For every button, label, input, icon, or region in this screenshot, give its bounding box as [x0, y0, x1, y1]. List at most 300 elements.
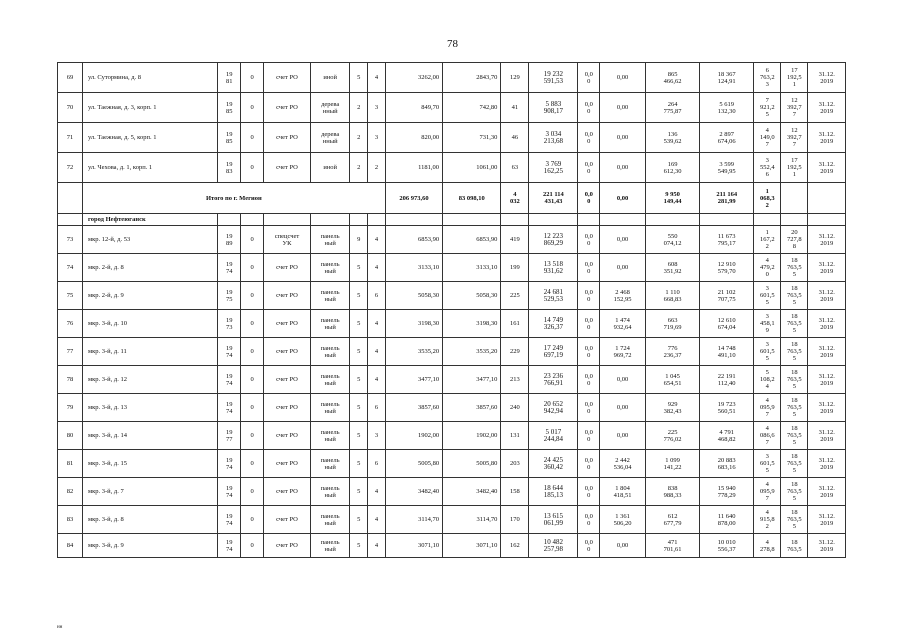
table-row — [58, 310, 846, 338]
cell-deadline: 31.12. 2019 — [808, 478, 846, 506]
cell-regional-funds: 0,00 — [600, 123, 646, 153]
cell-total-area: 3198,30 — [385, 310, 442, 338]
table-row — [58, 478, 846, 506]
cell-entrances: 4 — [368, 478, 386, 506]
cell-max-unit-cost: 18 763,5 5 — [781, 282, 808, 310]
cell-floors: 5 — [350, 450, 368, 478]
cell-unit-cost: 3 601,5 5 — [754, 450, 781, 478]
cell-total-area: 849,70 — [385, 93, 442, 123]
cell-federal-funds: 0,0 0 — [578, 366, 600, 394]
cell-deadline: 31.12. 2019 — [808, 422, 846, 450]
cell-wall-material: панель ный — [310, 506, 350, 534]
cell-owner-funds: 15 940 778,29 — [700, 478, 754, 506]
cell-address: ул. Сутормина, д. 8 — [82, 63, 217, 93]
cell-federal-funds: 0,0 0 — [578, 63, 600, 93]
total-unit-cost: 1 068,3 2 — [754, 183, 781, 214]
cell-federal-funds: 0,0 0 — [578, 338, 600, 366]
cell-floors: 5 — [350, 63, 368, 93]
cell-floors: 2 — [350, 123, 368, 153]
table-row — [58, 506, 846, 534]
cell-regional-funds: 0,00 — [600, 93, 646, 123]
cell-commissioning-year: 0 — [241, 153, 264, 183]
cell-owner-funds: 22 191 112,40 — [700, 366, 754, 394]
cell-repair-cost: 24 425 360,42 — [529, 450, 578, 478]
cell-deadline: 31.12. 2019 — [808, 153, 846, 183]
cell-residents: 41 — [501, 93, 529, 123]
total-area-total: 206 973,60 — [385, 183, 442, 214]
cell-wall-material: панель ный — [310, 254, 350, 282]
cell-total-area: 3133,10 — [385, 254, 442, 282]
cell-municipal-funds: 264 775,87 — [646, 93, 700, 123]
cell-municipal-funds: 471 701,61 — [646, 534, 700, 558]
cell-deadline: 31.12. 2019 — [808, 534, 846, 558]
cell-unit-cost: 4 479,2 0 — [754, 254, 781, 282]
cell-owner-funds: 12 910 579,70 — [700, 254, 754, 282]
cell-entrances: 4 — [368, 338, 386, 366]
cell-municipal-funds: 663 719,69 — [646, 310, 700, 338]
cell-owner-funds: 12 610 674,04 — [700, 310, 754, 338]
cell-regional-funds: 1 724 969,72 — [600, 338, 646, 366]
cell-municipal-funds: 612 677,79 — [646, 506, 700, 534]
cell-max-unit-cost: 18 763,5 5 — [781, 394, 808, 422]
cell-row-number: 75 — [58, 282, 83, 310]
cell-entrances: 6 — [368, 282, 386, 310]
cell-row-number: 72 — [58, 153, 83, 183]
cell-total-area: 3071,10 — [385, 534, 442, 558]
cell-fund-method: счет РО — [264, 63, 311, 93]
cell-commissioning-year: 0 — [241, 338, 264, 366]
cell-federal-funds: 0,0 0 — [578, 310, 600, 338]
cell-commissioning-year: 0 — [241, 63, 264, 93]
cell-owner-funds: 3 599 549,95 — [700, 153, 754, 183]
cell-owner-funds: 10 010 556,37 — [700, 534, 754, 558]
cell-commissioning-year: 0 — [241, 422, 264, 450]
cell-commissioning-year: 0 — [241, 450, 264, 478]
cell-year-built: 19 74 — [218, 254, 241, 282]
cell-row-number: 83 — [58, 506, 83, 534]
cell-fund-method: счет РО — [264, 366, 311, 394]
cell-deadline: 31.12. 2019 — [808, 450, 846, 478]
cell-row-number: 81 — [58, 450, 83, 478]
cell-municipal-funds: 550 074,12 — [646, 226, 700, 254]
cell-repair-cost: 13 615 061,99 — [529, 506, 578, 534]
cell-entrances: 4 — [368, 506, 386, 534]
cell-commissioning-year: 0 — [241, 93, 264, 123]
cell-address: мкр. 3-й, д. 14 — [82, 422, 217, 450]
cell-fund-method: счет РО — [264, 254, 311, 282]
cell-repair-cost: 10 482 257,98 — [529, 534, 578, 558]
cell-wall-material: панель ный — [310, 338, 350, 366]
cell-regional-funds: 1 804 418,51 — [600, 478, 646, 506]
cell-regional-funds: 0,00 — [600, 534, 646, 558]
cell-fund-method: счет РО — [264, 450, 311, 478]
cell-residents: 161 — [501, 310, 529, 338]
cell-fund-method: счет РО — [264, 478, 311, 506]
cell-deadline: 31.12. 2019 — [808, 310, 846, 338]
table-row — [58, 63, 846, 93]
cell-floors: 2 — [350, 93, 368, 123]
cell-owner-funds: 18 367 124,91 — [700, 63, 754, 93]
table-row — [58, 394, 846, 422]
cell-year-built: 19 74 — [218, 478, 241, 506]
cell-repair-cost: 13 518 931,62 — [529, 254, 578, 282]
table-row — [58, 366, 846, 394]
cell-owner-funds: 21 102 707,75 — [700, 282, 754, 310]
cell-total-area: 3535,20 — [385, 338, 442, 366]
cell-fund-method: счет РО — [264, 534, 311, 558]
cell-entrances: 4 — [368, 534, 386, 558]
cell-regional-funds: 0,00 — [600, 254, 646, 282]
cell-living-area: 731,30 — [443, 123, 501, 153]
cell-commissioning-year: 0 — [241, 506, 264, 534]
cell-row-number: 73 — [58, 226, 83, 254]
cell-wall-material: панель ный — [310, 310, 350, 338]
cell-max-unit-cost: 12 392,7 7 — [781, 93, 808, 123]
cell-entrances: 3 — [368, 93, 386, 123]
cell-municipal-funds: 1 045 654,51 — [646, 366, 700, 394]
cell-municipal-funds: 1 099 141,22 — [646, 450, 700, 478]
cell-entrances: 3 — [368, 123, 386, 153]
cell-entrances: 4 — [368, 63, 386, 93]
cell-deadline: 31.12. 2019 — [808, 366, 846, 394]
cell-living-area: 3482,40 — [443, 478, 501, 506]
cell-deadline: 31.12. 2019 — [808, 123, 846, 153]
cell-living-area: 6853,90 — [443, 226, 501, 254]
cell-floors: 5 — [350, 366, 368, 394]
cell-residents: 162 — [501, 534, 529, 558]
cell-unit-cost: 3 601,5 5 — [754, 282, 781, 310]
cell-regional-funds: 1 361 506,20 — [600, 506, 646, 534]
cell-year-built: 19 74 — [218, 394, 241, 422]
cell-commissioning-year: 0 — [241, 394, 264, 422]
cell-repair-cost: 3 034 213,68 — [529, 123, 578, 153]
cell-unit-cost: 4 086,6 7 — [754, 422, 781, 450]
cell-residents: 129 — [501, 63, 529, 93]
cell-row-number: 78 — [58, 366, 83, 394]
total-regional: 0,00 — [600, 183, 646, 214]
cell-unit-cost: 3 601,5 5 — [754, 338, 781, 366]
cell-federal-funds: 0,0 0 — [578, 282, 600, 310]
cell-max-unit-cost: 18 763,5 5 — [781, 478, 808, 506]
cell-row-number: 71 — [58, 123, 83, 153]
cell-entrances: 6 — [368, 450, 386, 478]
cell-address: ул. Таежная, д. 5, корп. 1 — [82, 123, 217, 153]
cell-row-number: 84 — [58, 534, 83, 558]
cell-entrances: 6 — [368, 394, 386, 422]
cell-regional-funds: 0,00 — [600, 366, 646, 394]
cell-residents: 63 — [501, 153, 529, 183]
cell-unit-cost: 1 167,2 2 — [754, 226, 781, 254]
cell-unit-cost: 4 278,8 — [754, 534, 781, 558]
cell-residents: 131 — [501, 422, 529, 450]
cell-total-area: 1902,00 — [385, 422, 442, 450]
cell-owner-funds: 4 791 468,82 — [700, 422, 754, 450]
cell-deadline: 31.12. 2019 — [808, 226, 846, 254]
cell-residents: 46 — [501, 123, 529, 153]
cell-total-area: 5058,30 — [385, 282, 442, 310]
cell-deadline: 31.12. 2019 — [808, 254, 846, 282]
cell-max-unit-cost: 17 192,5 1 — [781, 63, 808, 93]
cell-federal-funds: 0,0 0 — [578, 478, 600, 506]
cell-owner-funds: 11 640 878,00 — [700, 506, 754, 534]
cell-year-built: 19 85 — [218, 123, 241, 153]
cell-address: мкр. 3-й, д. 7 — [82, 478, 217, 506]
cell-fund-method: спецсчет УК — [264, 226, 311, 254]
cell-federal-funds: 0,0 0 — [578, 123, 600, 153]
cell-deadline: 31.12. 2019 — [808, 338, 846, 366]
table-row — [58, 254, 846, 282]
cell-max-unit-cost: 18 763,5 5 — [781, 450, 808, 478]
cell-row-number: 79 — [58, 394, 83, 422]
cell-municipal-funds: 865 466,62 — [646, 63, 700, 93]
cell-entrances: 4 — [368, 226, 386, 254]
cell-address: мкр. 3-й, д. 15 — [82, 450, 217, 478]
cell-row-number: 82 — [58, 478, 83, 506]
cell-unit-cost: 4 149,0 7 — [754, 123, 781, 153]
cell-federal-funds: 0,0 0 — [578, 450, 600, 478]
cell-municipal-funds: 225 776,02 — [646, 422, 700, 450]
total-residents: 4 032 — [501, 183, 529, 214]
cell-unit-cost: 3 458,1 9 — [754, 310, 781, 338]
cell-total-area: 3477,10 — [385, 366, 442, 394]
cell-row-number: 69 — [58, 63, 83, 93]
cell-regional-funds: 1 474 932,64 — [600, 310, 646, 338]
cell-residents: 199 — [501, 254, 529, 282]
cell-total-area: 3857,60 — [385, 394, 442, 422]
cell-living-area: 2843,70 — [443, 63, 501, 93]
cell-municipal-funds: 776 236,37 — [646, 338, 700, 366]
cell-living-area: 742,80 — [443, 93, 501, 123]
cell-residents: 240 — [501, 394, 529, 422]
cell-federal-funds: 0,0 0 — [578, 422, 600, 450]
cell-wall-material: панель ный — [310, 282, 350, 310]
cell-living-area: 3133,10 — [443, 254, 501, 282]
cell-unit-cost: 4 915,8 2 — [754, 506, 781, 534]
cell-regional-funds: 0,00 — [600, 422, 646, 450]
cell-entrances: 4 — [368, 254, 386, 282]
cell-entrances: 3 — [368, 422, 386, 450]
table-row — [58, 534, 846, 558]
cell-commissioning-year: 0 — [241, 254, 264, 282]
cell-address: мкр. 3-й, д. 9 — [82, 534, 217, 558]
cell-repair-cost: 5 017 244,84 — [529, 422, 578, 450]
cell-repair-cost: 24 681 529,53 — [529, 282, 578, 310]
cell-address: мкр. 3-й, д. 12 — [82, 366, 217, 394]
cell-deadline: 31.12. 2019 — [808, 394, 846, 422]
table-row — [58, 450, 846, 478]
cell-municipal-funds: 136 539,62 — [646, 123, 700, 153]
cell-wall-material: панель ный — [310, 226, 350, 254]
cell-year-built: 19 85 — [218, 93, 241, 123]
cell-repair-cost: 14 749 326,37 — [529, 310, 578, 338]
cell-regional-funds: 2 442 536,04 — [600, 450, 646, 478]
cell-address: мкр. 2-й, д. 8 — [82, 254, 217, 282]
cell-year-built: 19 74 — [218, 338, 241, 366]
total-label: Итого по г. Мегион — [82, 183, 385, 214]
cell-owner-funds: 2 897 674,06 — [700, 123, 754, 153]
cell-row-number: 76 — [58, 310, 83, 338]
cell-entrances: 4 — [368, 366, 386, 394]
cell-residents: 225 — [501, 282, 529, 310]
cell-wall-material: панель ный — [310, 422, 350, 450]
total-owners: 211 164 281,99 — [700, 183, 754, 214]
cell-year-built: 19 74 — [218, 506, 241, 534]
total-area-living: 83 098,10 — [443, 183, 501, 214]
cell-floors: 5 — [350, 254, 368, 282]
section-header-nefteyugansk — [58, 214, 846, 226]
cell-federal-funds: 0,0 0 — [578, 534, 600, 558]
cell-wall-material: панель ный — [310, 366, 350, 394]
cell-fund-method: счет РО — [264, 310, 311, 338]
cell-floors: 2 — [350, 153, 368, 183]
cell-floors: 5 — [350, 282, 368, 310]
cell-deadline: 31.12. 2019 — [808, 63, 846, 93]
cell-owner-funds: 19 723 560,51 — [700, 394, 754, 422]
table-row — [58, 93, 846, 123]
cell-owner-funds: 11 673 795,17 — [700, 226, 754, 254]
cell-residents: 229 — [501, 338, 529, 366]
cell-deadline: 31.12. 2019 — [808, 282, 846, 310]
cell-deadline: 31.12. 2019 — [808, 506, 846, 534]
cell-residents: 158 — [501, 478, 529, 506]
cell-municipal-funds: 929 382,43 — [646, 394, 700, 422]
total-cost: 221 114 431,43 — [529, 183, 578, 214]
cell-address: мкр. 3-й, д. 13 — [82, 394, 217, 422]
cell-living-area: 3198,30 — [443, 310, 501, 338]
cell-floors: 5 — [350, 534, 368, 558]
cell-wall-material: панель ный — [310, 394, 350, 422]
cell-wall-material: иной — [310, 153, 350, 183]
cell-max-unit-cost: 18 763,5 5 — [781, 338, 808, 366]
cell-wall-material: дерева нный — [310, 93, 350, 123]
cell-address: мкр. 3-й, д. 8 — [82, 506, 217, 534]
cell-owner-funds: 14 748 491,10 — [700, 338, 754, 366]
cell-fund-method: счет РО — [264, 338, 311, 366]
cell-living-area: 3114,70 — [443, 506, 501, 534]
cell-federal-funds: 0,0 0 — [578, 226, 600, 254]
cell-commissioning-year: 0 — [241, 478, 264, 506]
cell-max-unit-cost: 18 763,5 5 — [781, 422, 808, 450]
cell-year-built: 19 73 — [218, 310, 241, 338]
cell-deadline: 31.12. 2019 — [808, 93, 846, 123]
cell-total-area: 6853,90 — [385, 226, 442, 254]
table-row — [58, 422, 846, 450]
cell-federal-funds: 0,0 0 — [578, 153, 600, 183]
page-number: 78 — [447, 38, 458, 50]
cell-repair-cost: 12 223 869,29 — [529, 226, 578, 254]
cell-living-area: 3477,10 — [443, 366, 501, 394]
cell-year-built: 19 89 — [218, 226, 241, 254]
cell-total-area: 3114,70 — [385, 506, 442, 534]
cell-federal-funds: 0,0 0 — [578, 254, 600, 282]
cell-living-area: 5058,30 — [443, 282, 501, 310]
table-row — [58, 282, 846, 310]
table-row — [58, 123, 846, 153]
cell-unit-cost: 4 095,9 7 — [754, 478, 781, 506]
cell-owner-funds: 5 619 132,30 — [700, 93, 754, 123]
cell-unit-cost: 7 921,2 5 — [754, 93, 781, 123]
cell-wall-material: панель ный — [310, 478, 350, 506]
cell-floors: 5 — [350, 394, 368, 422]
cell-entrances: 4 — [368, 310, 386, 338]
cell-wall-material: панель ный — [310, 450, 350, 478]
cell-row-number: 80 — [58, 422, 83, 450]
cell-wall-material: иной — [310, 63, 350, 93]
cell-max-unit-cost: 17 192,5 1 — [781, 153, 808, 183]
cell-unit-cost: 5 108,2 4 — [754, 366, 781, 394]
cell-residents: 170 — [501, 506, 529, 534]
cell-total-area: 5005,80 — [385, 450, 442, 478]
table-row — [58, 338, 846, 366]
section-title: город Нефтеюганск — [82, 214, 217, 226]
cell-regional-funds: 0,00 — [600, 226, 646, 254]
cell-address: мкр. 2-й, д. 9 — [82, 282, 217, 310]
cell-living-area: 3857,60 — [443, 394, 501, 422]
cell-municipal-funds: 838 988,33 — [646, 478, 700, 506]
cell-repair-cost: 18 644 185,13 — [529, 478, 578, 506]
cell-max-unit-cost: 12 392,7 7 — [781, 123, 808, 153]
cell-commissioning-year: 0 — [241, 123, 264, 153]
cell-year-built: 19 74 — [218, 534, 241, 558]
cell-federal-funds: 0,0 0 — [578, 506, 600, 534]
cell-living-area: 1061,00 — [443, 153, 501, 183]
cell-owner-funds: 20 883 683,16 — [700, 450, 754, 478]
cell-fund-method: счет РО — [264, 153, 311, 183]
cell-commissioning-year: 0 — [241, 366, 264, 394]
cell-max-unit-cost: 18 763,5 — [781, 534, 808, 558]
table-row — [58, 153, 846, 183]
cell-living-area: 1902,00 — [443, 422, 501, 450]
cell-address: ул. Таежная, д. 3, корп. 1 — [82, 93, 217, 123]
cell-living-area: 3071,10 — [443, 534, 501, 558]
cell-commissioning-year: 0 — [241, 310, 264, 338]
cell-row-number: 70 — [58, 93, 83, 123]
cell-federal-funds: 0,0 0 — [578, 93, 600, 123]
cell-max-unit-cost: 18 763,5 5 — [781, 310, 808, 338]
cell-max-unit-cost: 20 727,8 8 — [781, 226, 808, 254]
cell-address: мкр. 3-й, д. 10 — [82, 310, 217, 338]
cell-unit-cost: 4 095,9 7 — [754, 394, 781, 422]
cell-commissioning-year: 0 — [241, 282, 264, 310]
cell-repair-cost: 5 883 908,17 — [529, 93, 578, 123]
cell-year-built: 19 74 — [218, 450, 241, 478]
cell-year-built: 19 74 — [218, 366, 241, 394]
cell-repair-cost: 17 249 697,19 — [529, 338, 578, 366]
table-row — [58, 226, 846, 254]
cell-floors: 5 — [350, 506, 368, 534]
cell-total-area: 3482,40 — [385, 478, 442, 506]
cell-year-built: 19 77 — [218, 422, 241, 450]
cell-floors: 5 — [350, 478, 368, 506]
cell-living-area: 3535,20 — [443, 338, 501, 366]
cell-total-area: 1181,00 — [385, 153, 442, 183]
cell-fund-method: счет РО — [264, 394, 311, 422]
cell-address: мкр. 12-й, д. 53 — [82, 226, 217, 254]
cell-repair-cost: 19 232 591,53 — [529, 63, 578, 93]
cell-fund-method: счет РО — [264, 422, 311, 450]
cell-regional-funds: 2 468 152,95 — [600, 282, 646, 310]
cell-address: мкр. 3-й, д. 11 — [82, 338, 217, 366]
cell-residents: 203 — [501, 450, 529, 478]
cell-municipal-funds: 169 612,30 — [646, 153, 700, 183]
cell-repair-cost: 23 236 766,91 — [529, 366, 578, 394]
cell-regional-funds: 0,00 — [600, 63, 646, 93]
cell-year-built: 19 83 — [218, 153, 241, 183]
cell-max-unit-cost: 18 763,5 5 — [781, 254, 808, 282]
cell-wall-material: панель ный — [310, 534, 350, 558]
cell-municipal-funds: 608 351,92 — [646, 254, 700, 282]
cell-year-built: 19 81 — [218, 63, 241, 93]
